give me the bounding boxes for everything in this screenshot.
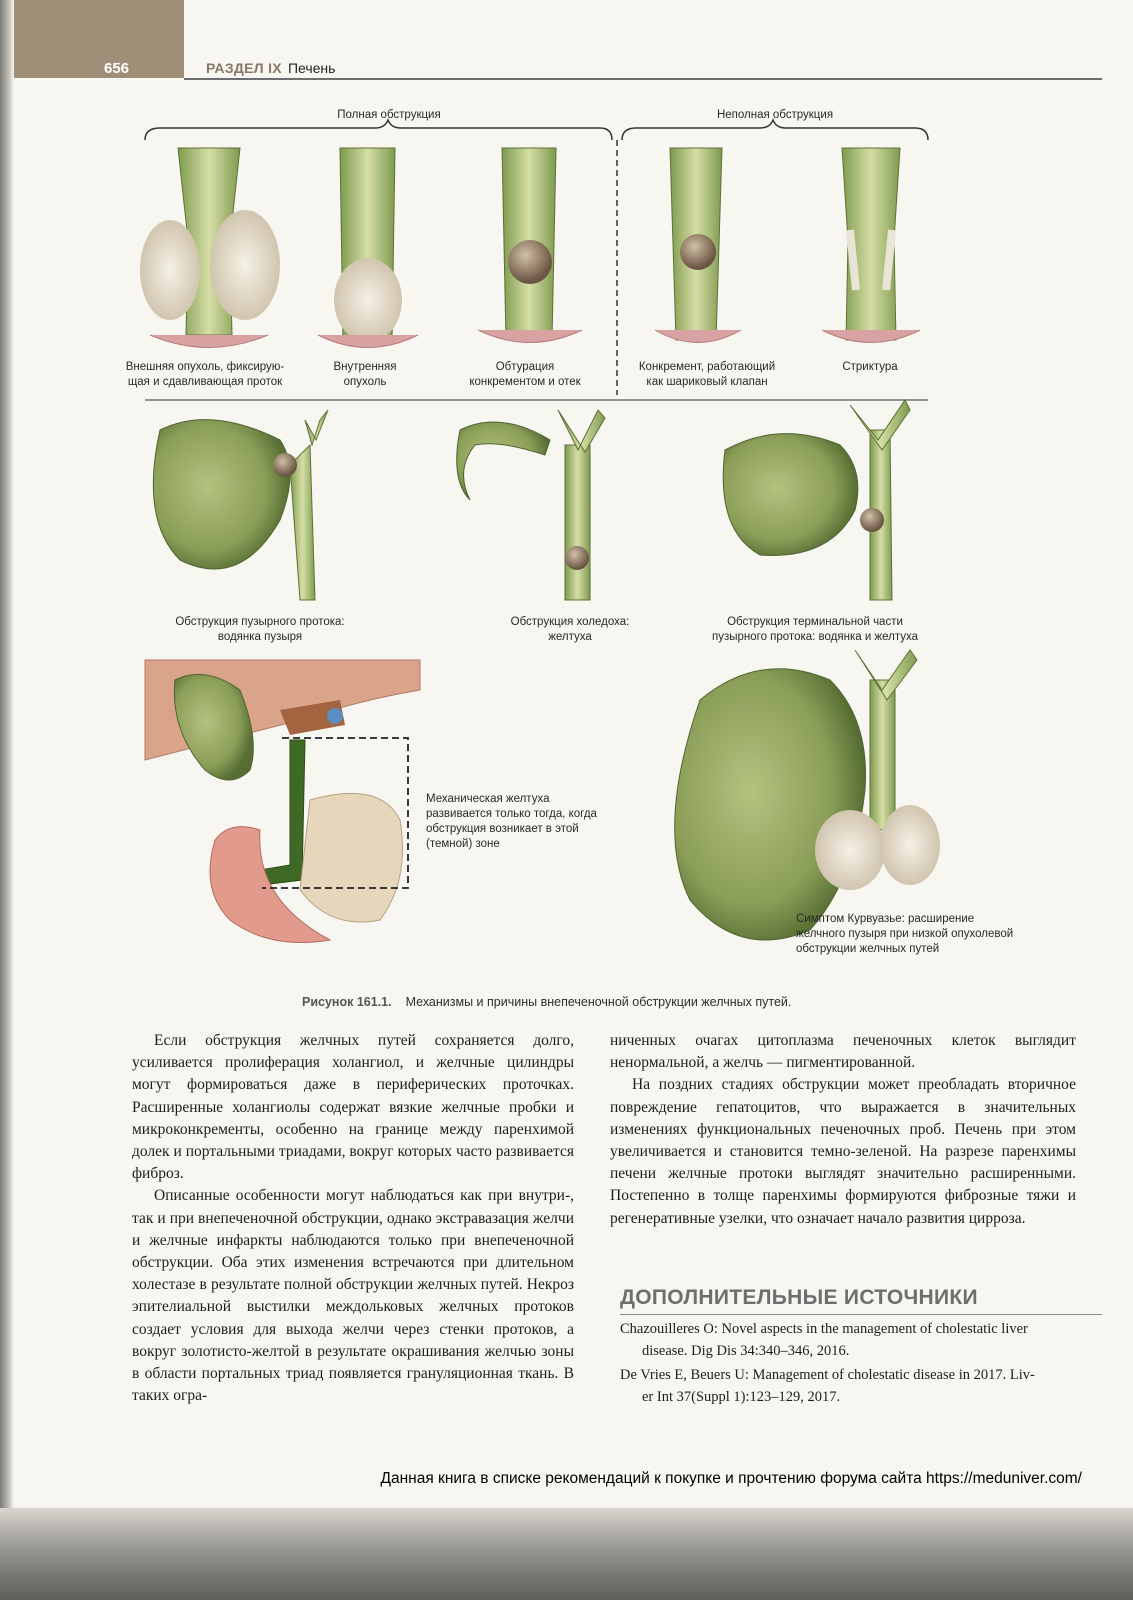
reference-line: De Vries E, Beuers U: Management of cholestatic disease in 2017. Liv- [620, 1367, 1035, 1383]
label-stricture: Стриктура [842, 361, 898, 373]
figure-caption [302, 995, 791, 1009]
label-common-duct: Обструкция холедоха: желтуха [510, 616, 630, 643]
caption-label: Рисунок 161.1. [302, 995, 392, 1009]
paragraph: На поздних стадиях обструкции может преобладать вторичное повреждение гепатоцитов, что выражается в значительных изменениях функциональных печеночных проб. Печень при этом увеличивается и становится темно-зеленой. На разрезе паренхимы печени желчные протоки выглядят значительно расширенными. Постепенно в толще паренхимы формируются фиброзные тяжи и регенеративные узелки, что означает начало развития цирроза. [610, 1076, 1076, 1227]
anatomy-jaundice-zone [145, 660, 420, 943]
gallbladder-cystic-duct-obstruction [153, 410, 328, 600]
gallbladder-terminal-cystic-obstruction [723, 400, 910, 600]
label-jaundice-zone: Механическая желтуха развивается только тогда, когда обструкция возникает в этой (темной) зоне [426, 793, 597, 850]
label-external-tumor: Внешняя опухоль, фиксирую- щая и сдавливающая проток [125, 361, 285, 388]
paragraph: Если обструкция желчных путей сохраняется долго, усиливается пролиферация холангиол, и желчные цилиндры могут формироваться даже в периферических проточках. Расширенные холангиолы содержат вязкие желчные пробки и микроконкременты, особенно на границе между паренхимой долек и портальными триадами, вокруг которых часто развивается фиброз. [132, 1032, 574, 1183]
reference-line: er Int 37(Suppl 1):123–129, 2017. [642, 1389, 841, 1405]
paragraph: Описанные особенности могут наблюдаться как при внутри-, так и при внепеченочной обструкции, однако экстравазация желчи и желчные инфаркты наблюдаются только при внепеченочной обструкции. Оба этих изменения встречаются при длительном холестазе в результате полной обструкции желчных путей. Некроз эпителиальной выстилки междольковых желчных протоков создает условия для выхода желчи через стенки протоков, а вокруг золотисто-желтой в результате окрашивания желчью зоны в области портальных триад появляется грануляционная ткань. В таких огра- [132, 1187, 574, 1405]
duct-stone-obturation [478, 148, 582, 343]
label-stone-obturation: Обтурация конкрементом и отек [469, 361, 581, 388]
page-number: 656 [104, 60, 130, 77]
duct-stricture [822, 148, 920, 343]
body-column-left [132, 1030, 574, 1407]
duct-external-tumor [140, 148, 280, 348]
body-column-right [610, 1030, 1076, 1230]
label-full-obstruction: Полная обструкция [337, 109, 441, 121]
bracket-full-obstruction [145, 120, 612, 140]
label-ball-valve: Конкремент, работающий как шариковый клапан [638, 361, 776, 388]
duct-internal-tumor [318, 148, 418, 348]
reference-line: Chazouilleres O: Novel aspects in the management of cholestatic liver [620, 1321, 1028, 1337]
gallbladder-common-duct-obstruction [457, 410, 605, 600]
label-courvoisier: Симптом Курвуазье: расширение желчного пузыря при низкой опухолевой обструкции желчных путей [796, 913, 1014, 955]
paragraph: ниченных очагах цитоплазма печеночных клеток выглядит ненормальной, а желчь — пигментированной. [610, 1032, 1076, 1072]
duct-ball-valve-stone [655, 148, 741, 343]
reference-line: disease. Dig Dis 34:340–346, 2016. [642, 1343, 850, 1359]
reference-item [620, 1364, 1102, 1408]
references-heading: ДОПОЛНИТЕЛЬНЫЕ ИСТОЧНИКИ [620, 1286, 1102, 1315]
watermark-text: Данная книга в списке рекомендаций к покупке и прочтению форума сайта https://meduniver.com/ [380, 1470, 1082, 1487]
page-bottom-shadow [0, 1508, 1133, 1600]
section-label: РАЗДЕЛ IX [206, 60, 282, 76]
label-cystic-duct: Обструкция пузырного протока: водянка пузыря [175, 616, 345, 643]
label-internal-tumor: Внутренняя опухоль [333, 361, 397, 388]
section-name: Печень [287, 60, 336, 76]
reference-item [620, 1318, 1102, 1362]
anatomy-courvoisier [675, 650, 940, 940]
caption-text: Механизмы и причины внепеченочной обструкции желчных путей. [405, 995, 792, 1009]
bracket-partial-obstruction [622, 120, 928, 140]
label-partial-obstruction: Неполная обструкция [716, 109, 834, 121]
label-terminal-cystic: Обструкция терминальной части пузырного протока: водянка и желтуха [711, 616, 919, 643]
